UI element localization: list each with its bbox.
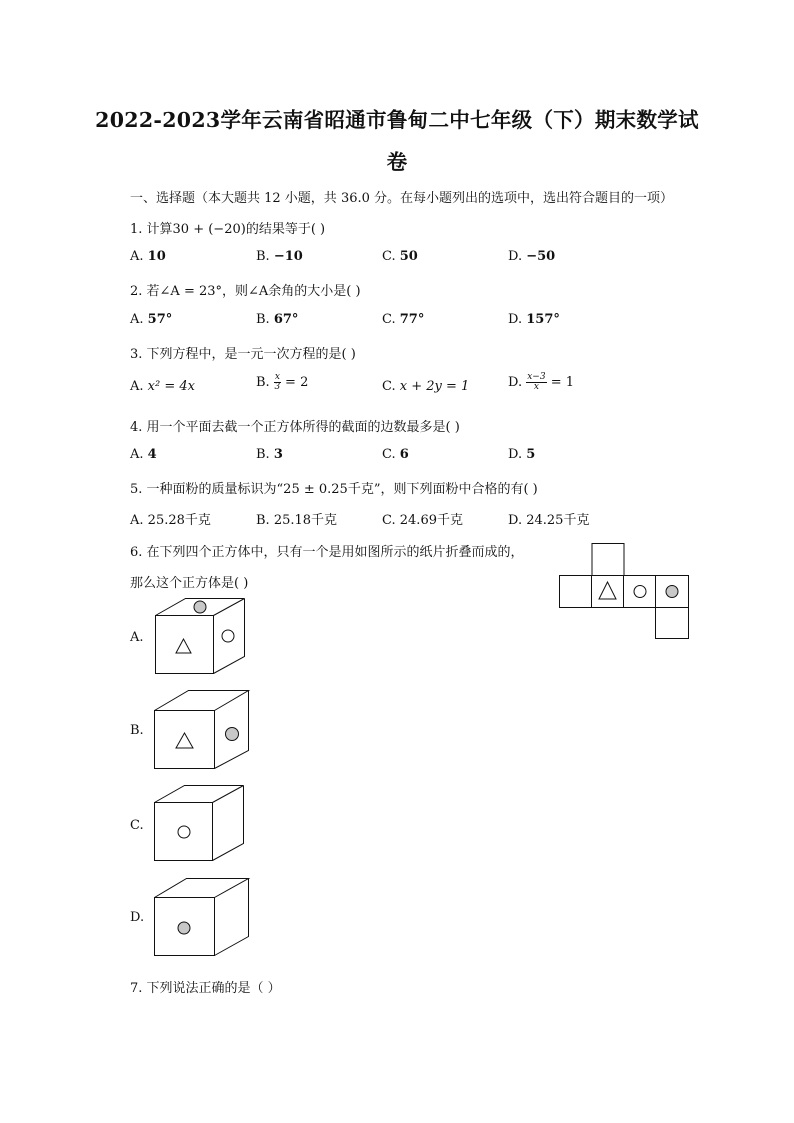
question-6-option-a[interactable]: [130, 630, 144, 645]
cube-net-figure: [559, 543, 691, 639]
gray-circle-icon: [178, 922, 190, 934]
question-5-stem: 5. 一种面粉的质量标识为“25 ± 0.25千克”，则下列面粉中合格的有( ): [130, 482, 538, 497]
net-square-bottom: [656, 608, 689, 639]
option-label: D.: [508, 312, 523, 327]
option-label: C.: [382, 513, 396, 528]
question-3-option-a[interactable]: [130, 379, 195, 394]
fraction-denominator: x: [533, 382, 539, 392]
question-3-option-b[interactable]: [256, 373, 308, 392]
question-2-option-b[interactable]: [256, 312, 298, 327]
question-6-option-c[interactable]: [130, 818, 144, 833]
cube-front-face: [155, 711, 215, 769]
triangle-icon: [599, 582, 616, 599]
option-label: D.: [130, 910, 145, 925]
option-label: A.: [130, 513, 144, 528]
cube-top-face: [155, 786, 244, 803]
option-label: B.: [130, 723, 144, 738]
cube-option-c: [154, 785, 246, 863]
option-label: A.: [130, 312, 144, 327]
net-square-1: [560, 576, 592, 608]
question-3-option-d[interactable]: [508, 373, 574, 392]
cube-option-d: [154, 878, 250, 958]
option-label: D.: [508, 249, 523, 264]
option-label: D.: [508, 447, 523, 462]
question-4-option-b[interactable]: [256, 447, 283, 462]
question-6-option-d[interactable]: [130, 910, 144, 925]
option-label: C.: [382, 249, 396, 264]
cube-right-face: [213, 786, 244, 861]
question-1-option-a[interactable]: [130, 249, 166, 264]
question-1-stem: 1. 计算30 + (−20)的结果等于( ): [130, 222, 326, 237]
question-2-option-a[interactable]: [130, 312, 172, 327]
option-text: 4: [147, 447, 157, 462]
cube-right-face: [214, 599, 245, 674]
question-1-option-d[interactable]: [508, 249, 555, 264]
cube-top-face: [155, 879, 249, 898]
option-text: −10: [273, 249, 303, 264]
question-7-stem: 7. 下列说法正确的是（ ）: [130, 981, 281, 996]
fraction: [274, 373, 281, 392]
option-text: 157°: [526, 312, 560, 327]
option-text: 57°: [147, 312, 173, 327]
option-text: 24.69千克: [399, 513, 463, 528]
option-text: = 2: [285, 375, 309, 390]
option-label: A.: [130, 379, 144, 394]
option-text: x² = 4x: [147, 379, 195, 394]
question-5-option-b[interactable]: [256, 509, 337, 528]
option-label: B.: [256, 513, 270, 528]
fraction-numerator: x−3: [527, 372, 546, 382]
page-title-line1: 2022-2023学年云南省昭通市鲁甸二中七年级（下）期末数学试: [95, 108, 699, 132]
fraction-denominator: 3: [274, 382, 281, 392]
option-text: 6: [399, 447, 409, 462]
question-4-option-d[interactable]: [508, 447, 535, 462]
cube-front-face: [156, 616, 214, 674]
option-label: C.: [382, 312, 396, 327]
cube-option-b: [154, 690, 250, 770]
option-text: 77°: [399, 312, 425, 327]
gray-circle-icon: [226, 728, 239, 741]
question-2-stem: 2. 若∠A = 23°，则∠A余角的大小是( ): [130, 284, 361, 299]
option-text: 3: [273, 447, 283, 462]
section-header: 一、选择题（本大题共 12 小题，共 36.0 分。在每小题列出的选项中，选出符合题目的一项）: [130, 191, 674, 206]
question-4-stem: 4. 用一个平面去截一个正方体所得的截面的边数最多是( ): [130, 420, 460, 435]
question-1-option-c[interactable]: [382, 249, 418, 264]
question-5-option-a[interactable]: [130, 509, 211, 528]
net-square-triangle: [592, 576, 624, 608]
question-4-option-a[interactable]: [130, 447, 157, 462]
gray-circle-icon: [666, 586, 678, 598]
white-circle-icon: [178, 826, 190, 838]
option-text: x + 2y = 1: [399, 379, 470, 394]
option-text: = 1: [550, 375, 575, 390]
cube-top-face: [155, 691, 249, 711]
option-text: −50: [526, 249, 556, 264]
option-text: 24.25千克: [526, 513, 590, 528]
fraction: [526, 373, 546, 392]
page-title-line2: 卷: [386, 150, 408, 174]
question-3-option-c[interactable]: [382, 379, 469, 394]
option-text: 25.18千克: [273, 513, 338, 528]
cube-front-face: [155, 803, 213, 861]
question-3-stem: 3. 下列方程中，是一元一次方程的是( ): [130, 347, 356, 362]
question-1-option-b[interactable]: [256, 249, 303, 264]
question-6-stem-line2: 那么这个正方体是( ): [130, 576, 249, 591]
net-square-white-circle: [624, 576, 656, 608]
cube-option-a: [155, 598, 247, 676]
gray-circle-icon: [194, 601, 206, 613]
option-label: A.: [130, 249, 144, 264]
triangle-icon: [176, 639, 191, 653]
fraction-numerator: x: [274, 372, 280, 382]
net-square-top: [592, 544, 624, 576]
option-label: A.: [130, 630, 144, 645]
option-label: D.: [508, 375, 523, 390]
option-label: B.: [256, 312, 270, 327]
option-label: C.: [382, 379, 396, 394]
cube-right-face: [215, 879, 249, 956]
option-label: B.: [256, 447, 270, 462]
white-circle-icon: [222, 630, 234, 642]
option-label: B.: [256, 249, 270, 264]
option-label: C.: [130, 818, 144, 833]
option-label: B.: [256, 375, 270, 390]
option-text: 5: [526, 447, 536, 462]
option-text: 10: [147, 249, 166, 264]
question-4-option-c[interactable]: [382, 447, 409, 462]
option-text: 25.28千克: [147, 513, 211, 528]
option-label: A.: [130, 447, 144, 462]
question-5-option-c[interactable]: [382, 509, 463, 528]
question-6-stem: 6. 在下列四个正方体中，只有一个是用如图所示的纸片折叠而成的，: [130, 545, 524, 560]
option-label: C.: [382, 447, 396, 462]
question-6-option-b[interactable]: [130, 723, 144, 738]
question-5-option-d[interactable]: [508, 509, 589, 528]
triangle-icon: [176, 733, 193, 748]
white-circle-icon: [634, 586, 646, 598]
question-2-option-c[interactable]: [382, 312, 424, 327]
question-2-option-d[interactable]: [508, 312, 560, 327]
option-text: 67°: [273, 312, 299, 327]
option-label: D.: [508, 513, 523, 528]
option-text: 50: [399, 249, 418, 264]
